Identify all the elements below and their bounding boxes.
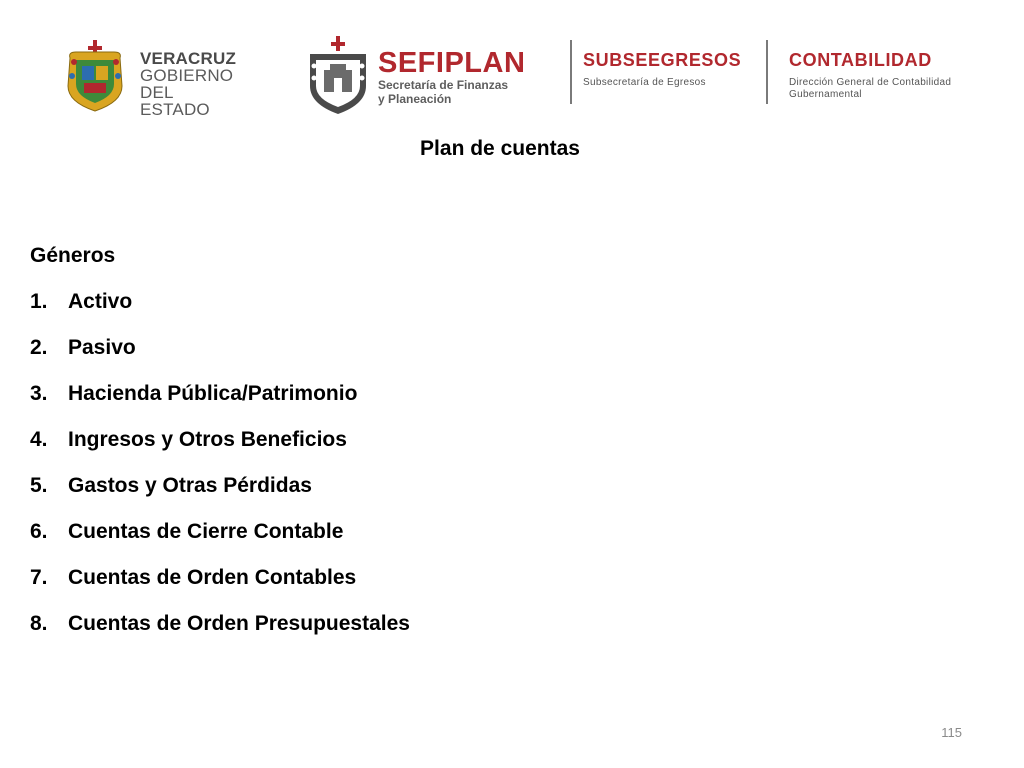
sefiplan-title: SEFIPLAN xyxy=(378,47,526,79)
subseegresos-subtitle: Subsecretaría de Egresos xyxy=(583,77,706,88)
veracruz-logo-line1: VERACRUZ xyxy=(140,49,237,68)
veracruz-shield-icon xyxy=(62,40,128,112)
section-label: Géneros xyxy=(30,244,116,267)
contabilidad-block xyxy=(789,49,951,101)
sefiplan-logo xyxy=(296,36,546,118)
list-item xyxy=(30,290,410,336)
list-item-number: 2. xyxy=(30,336,48,359)
list-item-label: Hacienda Pública/Patrimonio xyxy=(68,382,358,405)
header-divider xyxy=(766,40,768,104)
list-item-number: 4. xyxy=(30,428,48,451)
list-item xyxy=(30,520,410,566)
header-divider xyxy=(570,40,572,104)
list-item-number: 6. xyxy=(30,520,48,543)
page-number: 115 xyxy=(941,725,962,740)
veracruz-logo-line2: GOBIERNO xyxy=(140,66,234,85)
list-item xyxy=(30,566,410,612)
list-item xyxy=(30,474,410,520)
list-item-number: 8. xyxy=(30,612,48,635)
veracruz-logo-line3: DEL ESTADO xyxy=(140,83,210,119)
subseegresos-block xyxy=(583,49,741,89)
list-item xyxy=(30,428,410,474)
list-item-label: Pasivo xyxy=(68,336,136,359)
list-item xyxy=(30,336,410,382)
contabilidad-title: CONTABILIDAD xyxy=(789,50,932,70)
list-item-number: 1. xyxy=(30,290,48,313)
list-item-number: 7. xyxy=(30,566,48,589)
list-item-label: Activo xyxy=(68,290,133,313)
list-item xyxy=(30,382,410,428)
veracruz-logo xyxy=(62,40,242,119)
generos-list xyxy=(30,290,410,658)
contabilidad-subtitle-line2: Gubernamental xyxy=(789,89,862,100)
list-item-label: Cuentas de Cierre Contable xyxy=(68,520,344,543)
list-item-label: Ingresos y Otros Beneficios xyxy=(68,428,347,451)
list-item-label: Gastos y Otras Pérdidas xyxy=(68,474,312,497)
list-item-number: 5. xyxy=(30,474,48,497)
page-title: Plan de cuentas xyxy=(420,137,580,160)
sefiplan-shield-icon xyxy=(304,36,372,116)
subseegresos-title: SUBSEEGRESOS xyxy=(583,50,742,70)
list-item-label: Cuentas de Orden Presupuestales xyxy=(68,612,410,635)
list-item-number: 3. xyxy=(30,382,48,405)
list-item-label: Cuentas de Orden Contables xyxy=(68,566,357,589)
sefiplan-sub1: Secretaría de Finanzas xyxy=(378,78,509,92)
sefiplan-sub2: y Planeación xyxy=(378,92,452,106)
contabilidad-subtitle-line1: Dirección General de Contabilidad xyxy=(789,77,952,88)
contabilidad-subtitle xyxy=(789,77,951,101)
list-item xyxy=(30,612,410,658)
